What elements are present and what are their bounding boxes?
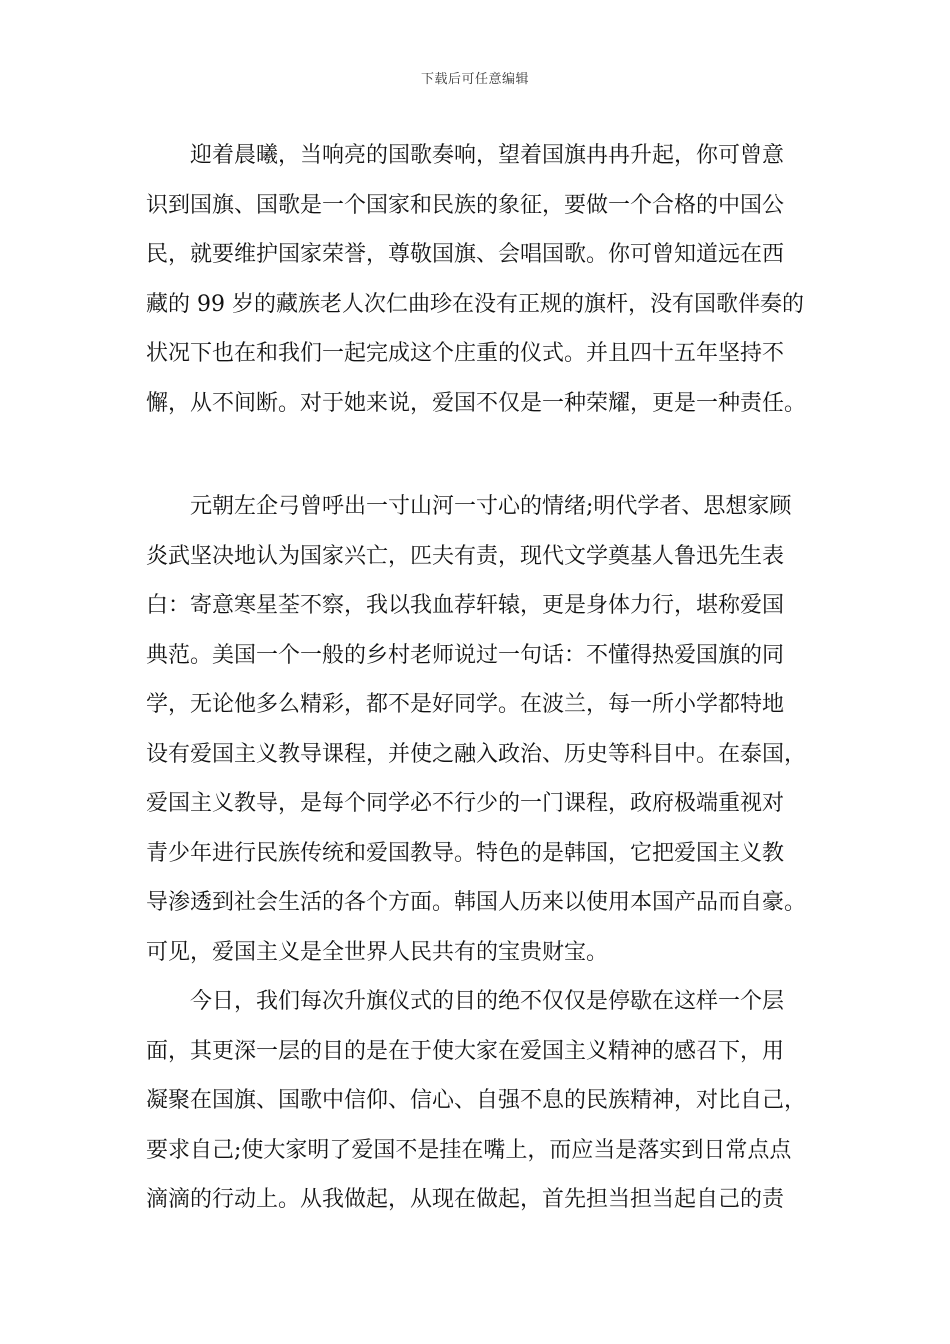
text-line: 学，无论他多么精彩，都不是好同学。在波兰，每一所小学都特地 bbox=[146, 692, 785, 717]
paragraph-1 bbox=[146, 131, 808, 428]
page-header: 下载后可任意编辑 bbox=[420, 72, 529, 87]
text-line: 识到国旗、国歌是一个国家和民族的象征，要做一个合格的中国公 bbox=[146, 192, 785, 218]
text-line: 滴滴的行动上。从我做起，从现在做起，首先担当担当起自己的责 bbox=[146, 1187, 785, 1212]
text-line: 要求自己;使大家明了爱国不是挂在嘴上，而应当是落实到日常点点 bbox=[146, 1137, 792, 1163]
text-line: 迎着晨曦，当响亮的国歌奏响，望着国旗冉冉升起，你可曾意 bbox=[190, 143, 785, 168]
paragraph-spacer bbox=[146, 428, 808, 482]
paragraph-3 bbox=[146, 977, 808, 1225]
text-line: 面，其更深一层的目的是在于使大家在爱国主义精神的感召下，用 bbox=[146, 1038, 785, 1064]
text-line: 民，就要维护国家荣誉，尊敬国旗、会唱国歌。你可曾知道远在西 bbox=[146, 242, 785, 267]
text-line: 白：寄意寒星荃不察，我以我血荐轩辕，更是身体力行，堪称爱国 bbox=[146, 593, 785, 618]
text-line: 炎武坚决地认为国家兴亡，匹夫有责，现代文学奠基人鲁迅先生表 bbox=[146, 543, 785, 569]
text-line: 藏的 99 岁的藏族老人次仁曲珍在没有正规的旗杆，没有国歌伴奏的 bbox=[146, 291, 804, 317]
text-line: 今日，我们每次升旗仪式的目的绝不仅仅是停歇在这样一个层 bbox=[190, 989, 785, 1014]
text-line: 导渗透到社会生活的各个方面。韩国人历来以使用本国产品而自豪。 bbox=[146, 890, 807, 915]
text-line: 爱国主义教导，是每个同学必不行少的一门课程，政府极端重视对 bbox=[146, 791, 785, 816]
text-line: 典范。美国一个一般的乡村老师说过一句话：不懂得热爱国旗的同 bbox=[146, 642, 785, 668]
text-line: 凝聚在国旗、国歌中信仰、信心、自强不息的民族精神，对比自己， bbox=[146, 1088, 807, 1113]
text-line: 青少年进行民族传统和爱国教导。特色的是韩国，它把爱国主义教 bbox=[146, 840, 785, 866]
paragraph-2 bbox=[146, 482, 808, 977]
text-line: 懈，从不间断。对于她来说，爱国不仅是一种荣耀，更是一种责任。 bbox=[146, 390, 807, 416]
text-line: 设有爱国主义教导课程，并使之融入政治、历史等科目中。在泰国， bbox=[146, 741, 807, 767]
text-line: 可见，爱国主义是全世界人民共有的宝贵财宝。 bbox=[146, 939, 609, 965]
document-body bbox=[146, 131, 808, 1225]
text-line: 元朝左企弓曾呼出一寸山河一寸心的情绪;明代学者、思想家顾 bbox=[190, 494, 792, 519]
text-line: 状况下也在和我们一起完成这个庄重的仪式。并且四十五年坚持不 bbox=[146, 341, 785, 366]
